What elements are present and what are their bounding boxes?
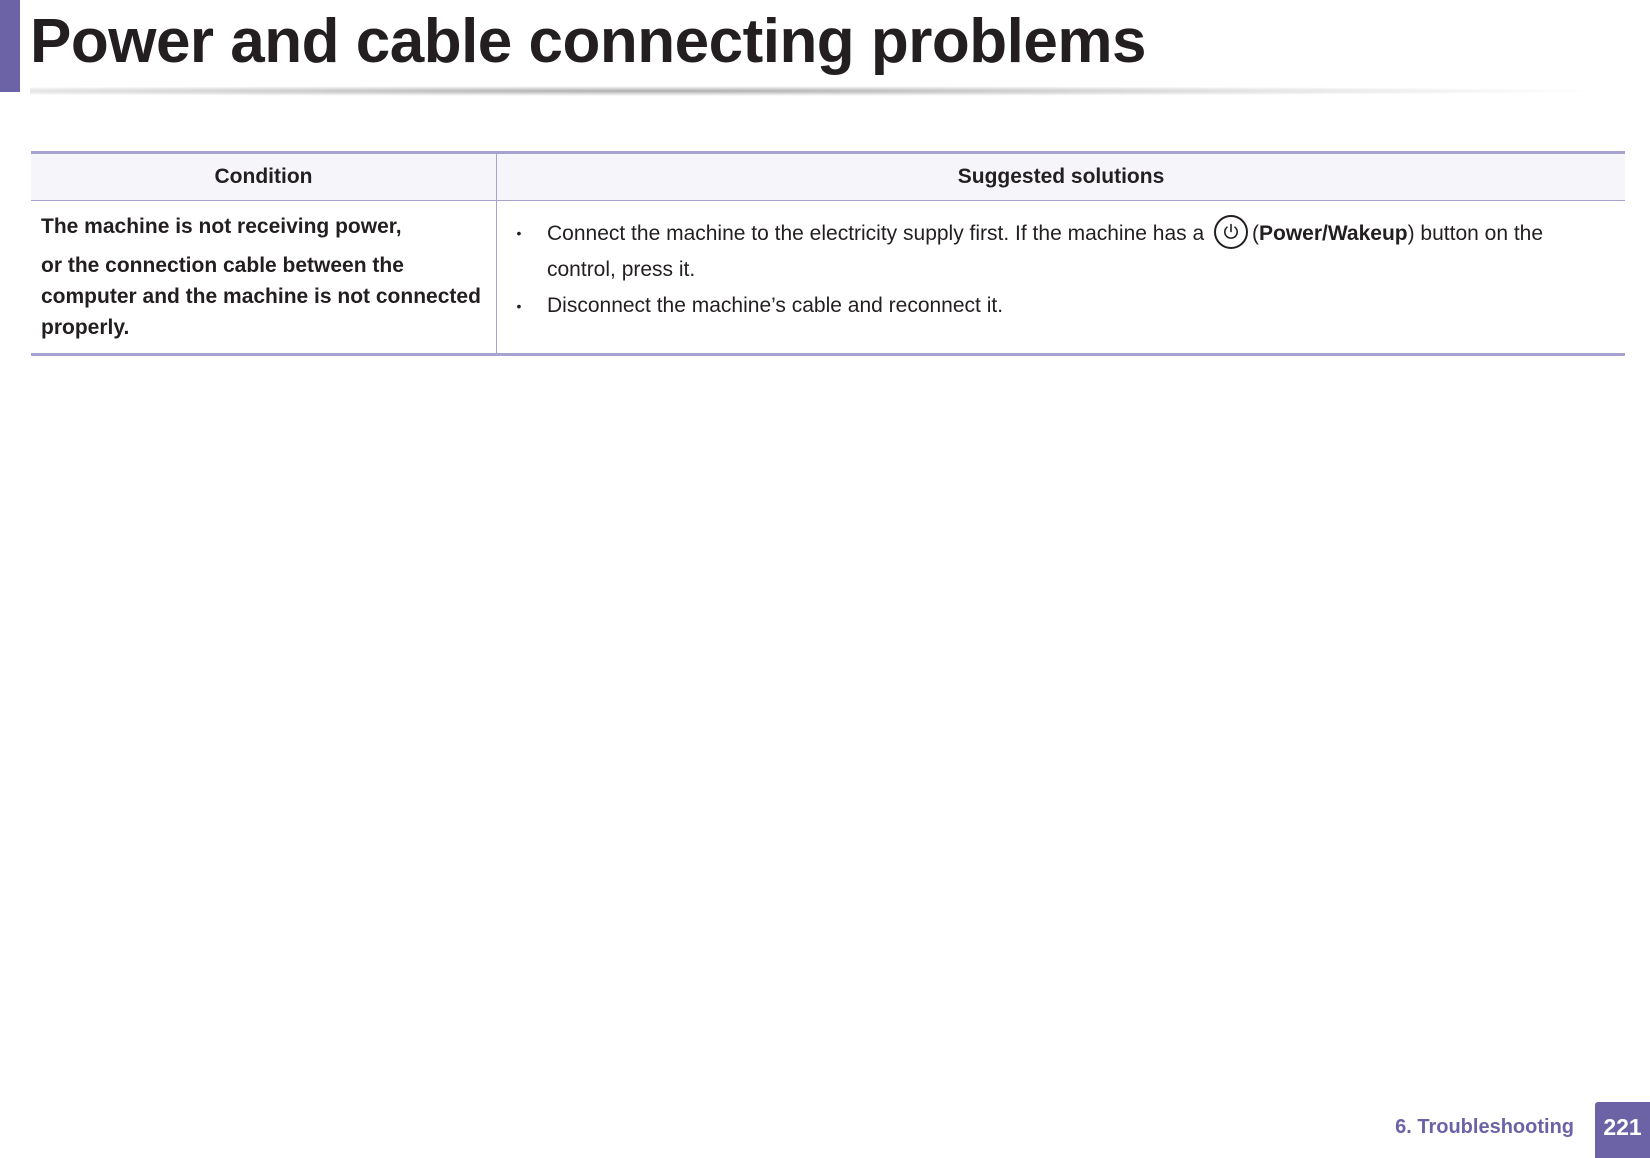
bullet-icon: • bbox=[516, 298, 522, 314]
solution1-text: Connect the machine to the electricity supply first. If the machine has a bbox=[547, 222, 1205, 245]
condition-cell bbox=[31, 201, 497, 355]
table-row bbox=[31, 201, 1625, 355]
solutions-list bbox=[509, 215, 1613, 324]
table-header-row bbox=[31, 153, 1625, 201]
title-divider bbox=[30, 86, 1590, 96]
solution2-text: Disconnect the machine’s cable and reconnect it. bbox=[547, 294, 1004, 317]
condition-text-line1: The machine is not receiving power, bbox=[41, 215, 402, 238]
solutions-cell bbox=[497, 201, 1626, 355]
list-item bbox=[509, 215, 1613, 288]
list-item bbox=[509, 288, 1613, 324]
power-wakeup-label: Power/Wakeup bbox=[1259, 222, 1408, 245]
footer-chapter: 6. Troubleshooting bbox=[1395, 1116, 1574, 1138]
table-header bbox=[31, 153, 1625, 201]
troubleshooting-table bbox=[31, 151, 1625, 356]
power-icon bbox=[1214, 215, 1248, 249]
header-condition: Condition bbox=[31, 153, 497, 201]
title-accent-bar bbox=[0, 0, 20, 92]
page-title: Power and cable connecting problems bbox=[30, 7, 1146, 76]
solution1-open-paren: ( bbox=[1252, 222, 1260, 245]
page-number-badge: 221 bbox=[1595, 1102, 1650, 1158]
solution1-text-after: ) button on the control, press it. bbox=[547, 222, 1544, 281]
header-suggested-solutions: Suggested solutions bbox=[497, 153, 1626, 201]
condition-text-line2: or the connection cable between the computer and the machine is not connected properly. bbox=[41, 254, 481, 339]
bullet-icon: • bbox=[516, 225, 522, 241]
